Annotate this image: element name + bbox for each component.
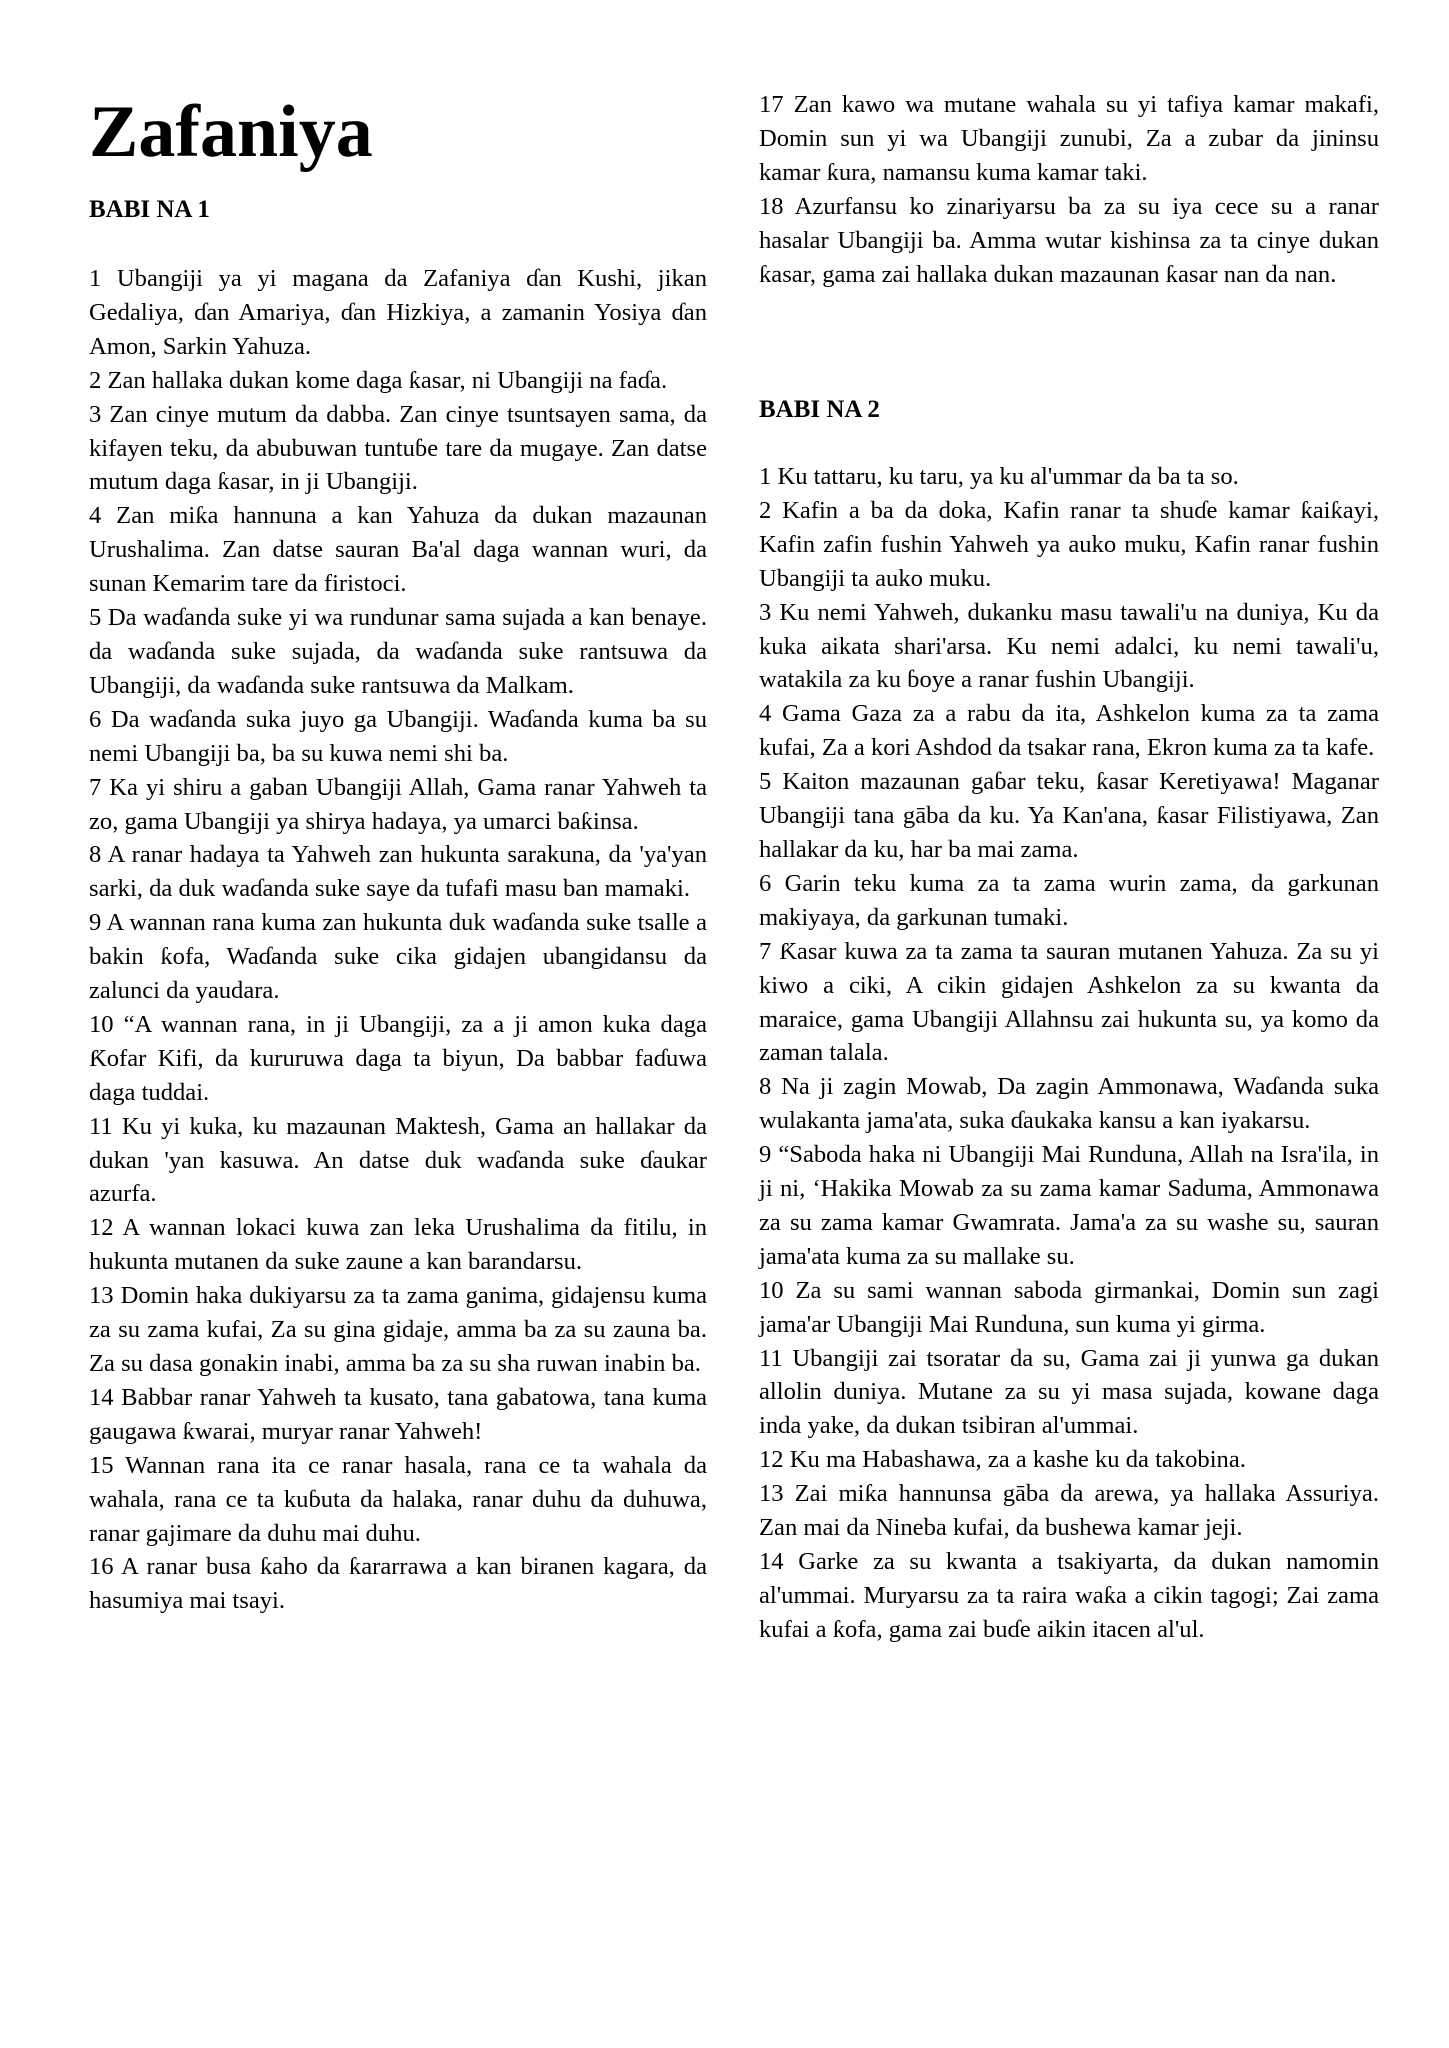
verse: 7 Ka yi shiru a gaban Ubangiji Allah, Gama ranar Yahweh ta zo, gama Ubangiji ya shirya hadaya, ya umarci baƙinsa. [89,773,707,835]
verse: 3 Ku nemi Yahweh, dukanku masu tawali'u na duniya, Ku da kuka aikata shari'arsa. Ku nemi adalci, ku nemi tawali'u, watakila za ku ɓoye a ranar fushin Ubangiji. [759,598,1379,694]
verse: 10 “A wannan rana, in ji Ubangiji, za a ji amon kuka daga Ƙofar Kifi, da kururuwa daga ta biyun, Da babbar faɗuwa daga tuddai. [89,1010,707,1106]
verse: 6 Da waɗanda suka juyo ga Ubangiji. Waɗanda kuma ba su nemi Ubangiji ba, ba su kuwa nemi shi ba. [89,705,707,767]
verse: 18 Azurfansu ko zinariyarsu ba za su iya cece su a ranar hasalar Ubangiji ba. Amma wutar kishinsa za ta cinye dukan ƙasar, gama zai hallaka dukan mazaunan ƙasar nan da nan. [759,192,1379,288]
verse: 13 Zai miƙa hannunsa gāba da arewa, ya hallaka Assuriya. Zan mai da Nineba kufai, da bushewa kamar jeji. [759,1480,1379,1542]
verse: 4 Gama Gaza za a rabu da ita, Ashkelon kuma za ta zama kufai, Za a kori Ashdod da tsakar rana, Ekron kuma za ta kafe. [759,700,1379,762]
verse: 12 Ku ma Habashawa, za a kashe ku da takobina. [759,1446,1246,1474]
verse: 11 Ku yi kuka, ku mazaunan Maktesh, Gama an hallakar da dukan 'yan kasuwa. An datse duk waɗanda suke ɗaukar azurfa. [89,1112,707,1208]
verse: 9 “Saboda haka ni Ubangiji Mai Runduna, Allah na Isra'ila, in ji ni, ‘Hakika Mowab za su zama kamar Saduma, Ammonawa za su zama kamar Gwamrata. Jama'a za su washe su, sauran jama'ata kuma za su mallake su. [759,1141,1379,1270]
verse: 4 Zan miƙa hannuna a kan Yahuza da dukan mazaunan Urushalima. Zan datse sauran Ba'al daga wannan wuri, da sunan Kemarim tare da firistoci. [89,502,707,598]
verse: 5 Kaiton mazaunan gaɓar teku, ƙasar Keretiyawa! Maganar Ubangiji tana gāba da ku. Ya Kan'ana, ƙasar Filistiyawa, Zan hallakar da ku, har ba mai zama. [759,768,1379,863]
verse: 6 Garin teku kuma za ta zama wurin zama, da garkunan makiyaya, da garkunan tumaki. [759,869,1379,931]
chapter-1-heading: BABI NA 1 [89,196,210,223]
verse: 1 Ku tattaru, ku taru, ya ku al'ummar da ba ta so. [759,463,1239,490]
verse: 7 Ƙasar kuwa za ta zama ta sauran mutanen Yahuza. Za su yi kiwo a ciki, A cikin gidajen Ashkelon za su kwanta da maraice, gama Ubangiji Allahnsu zai hukunta su, ya komo da zaman talala. [759,937,1379,1067]
verse: 2 Zan hallaka dukan kome daga ƙasar, ni Ubangiji na faɗa. [89,366,668,394]
verse: 13 Domin haka dukiyarsu za ta zama ganima, gidajensu kuma za su zama kufai, Za su gina gidaje, amma ba za su zauna ba. Za su dasa gonakin inabi, amma ba za su sha ruwan inabin ba. [89,1282,707,1377]
verse: 17 Zan kawo wa mutane wahala su yi tafiya kamar makafi, Domin sun yi wa Ubangiji zunubi, Za a zubar da jininsu kamar ƙura, namansu kuma kamar taki. [759,91,1379,186]
verse: 5 Da waɗanda suke yi wa rundunar sama sujada a kan benaye. da waɗanda suke sujada, da waɗanda suke rantsuwa da Ubangiji, da waɗanda suke rantsuwa da Malkam. [89,604,707,699]
verse: 8 Na ji zagin Mowab, Da zagin Ammonawa, Waɗanda suka wulakanta jama'ata, suka ɗaukaka kansu a kan iyakarsu. [759,1073,1379,1135]
verse: 14 Babbar ranar Yahweh ta kusato, tana gabatowa, tana kuma gaugawa ƙwarai, muryar ranar Yahweh! [89,1383,707,1445]
verse: 10 Za su sami wannan saboda girmankai, Domin sun zagi jama'ar Ubangiji Mai Runduna, sun kuma yi girma. [759,1276,1379,1338]
chapter-1-verses [89,262,707,1618]
verse: 12 A wannan lokaci kuwa zan leka Urushalima da fitilu, in hukunta mutanen da suke zaune a kan barandarsu. [89,1214,707,1276]
chapter-2-heading: BABI NA 2 [759,396,880,423]
verse: 8 A ranar hadaya ta Yahweh zan hukunta sarakuna, da 'ya'yan sarki, da duk waɗanda suke saye da tufafi masu ban mamaki. [89,841,707,903]
verse: 14 Garke za su kwanta a tsakiyarta, da dukan namomin al'ummai. Muryarsu za ta raira waƙa a cikin tagogi; Zai zama kufai a ƙofa, gama zai buɗe aikin itacen al'ul. [759,1548,1379,1643]
chapter-1-verses-continued [759,88,1379,291]
verse: 9 A wannan rana kuma zan hukunta duk waɗanda suke tsalle a bakin ƙofa, Waɗanda suke cika gidajen ubangidansu da zalunci da yaudara. [89,909,707,1005]
verse: 16 A ranar busa ƙaho da ƙararrawa a kan biranen kagara, da hasumiya mai tsayi. [89,1553,707,1615]
book-title: Zafaniya [89,91,373,173]
verse: 3 Zan cinye mutum da dabba. Zan cinye tsuntsayen sama, da kifayen teku, da abubuwan tuntuɓe tare da mugaye. Zan datse mutum daga ƙasar, in ji Ubangiji. [89,400,707,496]
verse: 11 Ubangiji zai tsoratar da su, Gama zai ji yunwa ga dukan allolin duniya. Mutane za su yi masa sujada, kowane daga inda yake, da dukan tsibiran al'ummai. [759,1344,1379,1440]
verse: 1 Ubangiji ya yi magana da Zafaniya ɗan Kushi, jikan Gedaliya, ɗan Amariya, ɗan Hizkiya, a zamanin Yosiya ɗan Amon, Sarkin Yahuza. [89,265,707,360]
verse: 2 Kafin a ba da doka, Kafin ranar ta shuɗe kamar ƙaiƙayi, Kafin zafin fushin Yahweh ya auko muku, Kafin ranar fushin Ubangiji ta auko muku. [759,496,1379,592]
verse: 15 Wannan rana ita ce ranar hasala, rana ce ta wahala da wahala, rana ce ta kuɓuta da halaka, ranar duhu da duhuwa, ranar gajimare da duhu mai duhu. [89,1451,707,1547]
chapter-2-verses [759,460,1379,1647]
